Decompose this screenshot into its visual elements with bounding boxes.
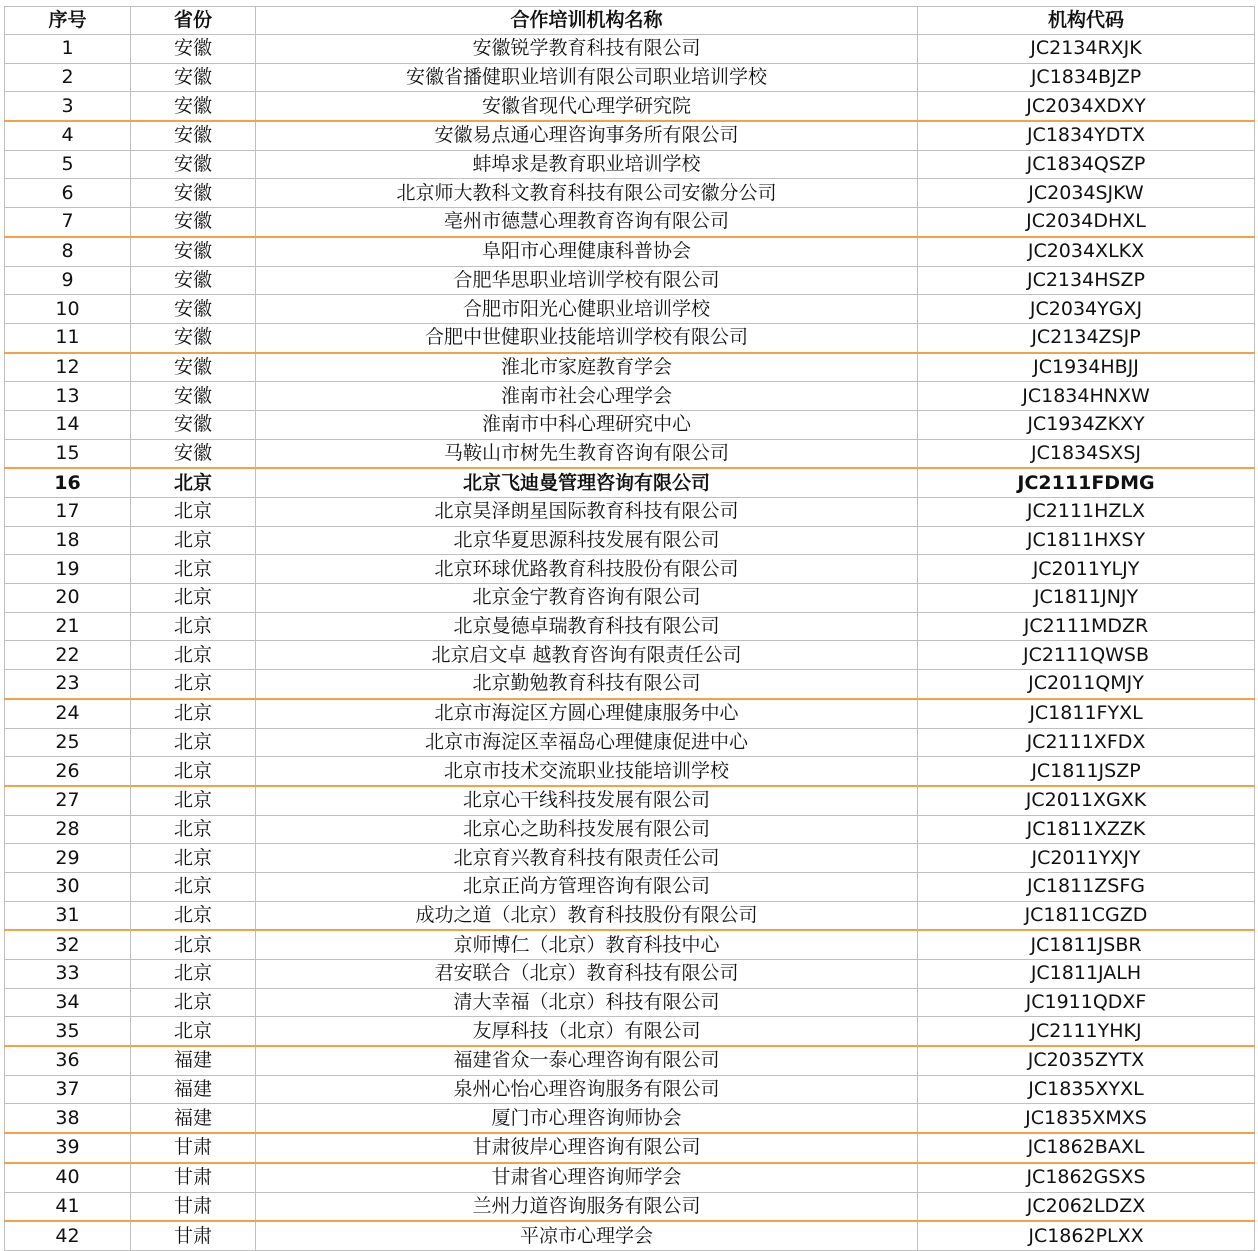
row-institution-name: 泉州心怡心理咨询服务有限公司 xyxy=(256,1075,918,1104)
header-institution-code: 机构代码 xyxy=(918,7,1255,35)
row-institution-code: JC1862GSXS xyxy=(918,1163,1255,1192)
row-number: 38 xyxy=(5,1104,131,1133)
row-institution-name: 北京华夏思源科技发展有限公司 xyxy=(256,526,918,555)
row-province: 甘肃 xyxy=(131,1163,256,1192)
table-row xyxy=(5,382,1255,411)
row-number: 42 xyxy=(5,1221,131,1250)
row-number: 6 xyxy=(5,179,131,208)
row-institution-code: JC2034YGXJ xyxy=(918,295,1255,324)
row-institution-code: JC1811HXSY xyxy=(918,526,1255,555)
row-number: 1 xyxy=(5,35,131,64)
row-number: 30 xyxy=(5,872,131,901)
row-institution-code: JC1834QSZP xyxy=(918,150,1255,179)
table-row xyxy=(5,930,1255,959)
row-institution-code: JC2111FDMG xyxy=(918,468,1255,497)
table-row xyxy=(5,121,1255,150)
row-province: 北京 xyxy=(131,584,256,613)
row-institution-name: 成功之道（北京）教育科技股份有限公司 xyxy=(256,901,918,930)
row-province: 北京 xyxy=(131,468,256,497)
table-row xyxy=(5,815,1255,844)
table-row xyxy=(5,641,1255,670)
row-number: 41 xyxy=(5,1192,131,1221)
row-province: 安徽 xyxy=(131,121,256,150)
table-row xyxy=(5,410,1255,439)
table-row xyxy=(5,237,1255,266)
row-number: 11 xyxy=(5,323,131,352)
row-institution-code: JC1834BJZP xyxy=(918,63,1255,92)
row-institution-name: 北京环球优路教育科技股份有限公司 xyxy=(256,555,918,584)
row-number: 39 xyxy=(5,1133,131,1163)
row-number: 10 xyxy=(5,295,131,324)
row-province: 北京 xyxy=(131,641,256,670)
row-institution-code: JC2111YHKJ xyxy=(918,1017,1255,1046)
row-institution-name: 北京飞迪曼管理咨询有限公司 xyxy=(256,468,918,497)
row-province: 安徽 xyxy=(131,266,256,295)
row-institution-name: 北京市海淀区幸福岛心理健康促进中心 xyxy=(256,728,918,757)
table-row xyxy=(5,844,1255,873)
partner-institutions-table xyxy=(4,6,1255,1251)
row-province: 北京 xyxy=(131,526,256,555)
row-number: 14 xyxy=(5,410,131,439)
row-institution-code: JC1911QDXF xyxy=(918,988,1255,1017)
table-row xyxy=(5,353,1255,382)
table-row xyxy=(5,728,1255,757)
row-institution-name: 北京正尚方管理咨询有限公司 xyxy=(256,872,918,901)
table-row xyxy=(5,960,1255,989)
row-institution-name: 北京勤勉教育科技有限公司 xyxy=(256,670,918,699)
table-row xyxy=(5,1017,1255,1046)
row-institution-code: JC2034DHXL xyxy=(918,208,1255,237)
row-institution-code: JC1811FYXL xyxy=(918,699,1255,728)
row-province: 甘肃 xyxy=(131,1192,256,1221)
table-row xyxy=(5,901,1255,930)
row-institution-code: JC1835XYXL xyxy=(918,1075,1255,1104)
row-institution-code: JC1862PLXX xyxy=(918,1221,1255,1250)
row-number: 34 xyxy=(5,988,131,1017)
row-province: 北京 xyxy=(131,612,256,641)
table-row xyxy=(5,323,1255,352)
header-no: 序号 xyxy=(5,7,131,35)
row-institution-name: 北京心干线科技发展有限公司 xyxy=(256,786,918,815)
row-institution-name: 甘肃彼岸心理咨询有限公司 xyxy=(256,1133,918,1163)
row-province: 甘肃 xyxy=(131,1133,256,1163)
row-number: 4 xyxy=(5,121,131,150)
row-institution-code: JC2111HZLX xyxy=(918,498,1255,527)
row-number: 31 xyxy=(5,901,131,930)
row-province: 安徽 xyxy=(131,63,256,92)
row-province: 甘肃 xyxy=(131,1221,256,1250)
row-institution-name: 安徽省现代心理学研究院 xyxy=(256,92,918,121)
row-institution-code: JC2062LDZX xyxy=(918,1192,1255,1221)
row-institution-name: 马鞍山市树先生教育咨询有限公司 xyxy=(256,439,918,468)
row-institution-code: JC1862BAXL xyxy=(918,1133,1255,1163)
row-institution-code: JC1811JALH xyxy=(918,960,1255,989)
table-row xyxy=(5,208,1255,237)
row-institution-name: 厦门市心理咨询师协会 xyxy=(256,1104,918,1133)
row-province: 安徽 xyxy=(131,323,256,352)
row-institution-code: JC1934HBJJ xyxy=(918,353,1255,382)
row-province: 北京 xyxy=(131,988,256,1017)
row-province: 安徽 xyxy=(131,410,256,439)
row-institution-code: JC2035ZYTX xyxy=(918,1046,1255,1075)
row-number: 36 xyxy=(5,1046,131,1075)
row-institution-name: 甘肃省心理咨询师学会 xyxy=(256,1163,918,1192)
row-institution-code: JC1934ZKXY xyxy=(918,410,1255,439)
table-row xyxy=(5,1192,1255,1221)
row-number: 16 xyxy=(5,468,131,497)
row-province: 安徽 xyxy=(131,35,256,64)
row-institution-code: JC1811CGZD xyxy=(918,901,1255,930)
table-row xyxy=(5,468,1255,497)
table-row xyxy=(5,988,1255,1017)
row-institution-code: JC2011QMJY xyxy=(918,670,1255,699)
row-institution-name: 京师博仁（北京）教育科技中心 xyxy=(256,930,918,959)
table-row xyxy=(5,1163,1255,1192)
row-institution-code: JC2011YLJY xyxy=(918,555,1255,584)
row-number: 22 xyxy=(5,641,131,670)
row-province: 北京 xyxy=(131,930,256,959)
table-row xyxy=(5,498,1255,527)
row-institution-name: 淮南市社会心理学会 xyxy=(256,382,918,411)
row-number: 12 xyxy=(5,353,131,382)
row-number: 18 xyxy=(5,526,131,555)
row-province: 安徽 xyxy=(131,353,256,382)
row-province: 北京 xyxy=(131,757,256,786)
row-institution-name: 北京启文卓 越教育咨询有限责任公司 xyxy=(256,641,918,670)
row-institution-code: JC1834SXSJ xyxy=(918,439,1255,468)
row-institution-code: JC1811JNJY xyxy=(918,584,1255,613)
row-institution-name: 清大幸福（北京）科技有限公司 xyxy=(256,988,918,1017)
table-row xyxy=(5,266,1255,295)
table-row xyxy=(5,612,1255,641)
table-row xyxy=(5,1104,1255,1133)
row-number: 33 xyxy=(5,960,131,989)
row-number: 28 xyxy=(5,815,131,844)
row-province: 安徽 xyxy=(131,179,256,208)
row-province: 安徽 xyxy=(131,150,256,179)
row-number: 17 xyxy=(5,498,131,527)
row-number: 21 xyxy=(5,612,131,641)
table-row xyxy=(5,150,1255,179)
row-institution-name: 合肥中世健职业技能培训学校有限公司 xyxy=(256,323,918,352)
row-province: 安徽 xyxy=(131,92,256,121)
row-institution-name: 北京市技术交流职业技能培训学校 xyxy=(256,757,918,786)
row-institution-name: 合肥华思职业培训学校有限公司 xyxy=(256,266,918,295)
table-row xyxy=(5,1133,1255,1163)
row-institution-name: 北京师大教科文教育科技有限公司安徽分公司 xyxy=(256,179,918,208)
row-province: 安徽 xyxy=(131,237,256,266)
header-row xyxy=(5,7,1255,35)
row-institution-code: JC2034SJKW xyxy=(918,179,1255,208)
row-number: 27 xyxy=(5,786,131,815)
row-institution-name: 平凉市心理学会 xyxy=(256,1221,918,1250)
row-institution-name: 蚌埠求是教育职业培训学校 xyxy=(256,150,918,179)
row-number: 9 xyxy=(5,266,131,295)
row-institution-name: 安徽易点通心理咨询事务所有限公司 xyxy=(256,121,918,150)
row-number: 32 xyxy=(5,930,131,959)
row-institution-name: 北京育兴教育科技有限责任公司 xyxy=(256,844,918,873)
row-institution-code: JC1834HNXW xyxy=(918,382,1255,411)
table-row xyxy=(5,1046,1255,1075)
row-number: 15 xyxy=(5,439,131,468)
row-institution-name: 君安联合（北京）教育科技有限公司 xyxy=(256,960,918,989)
row-number: 23 xyxy=(5,670,131,699)
table-row xyxy=(5,1221,1255,1250)
row-institution-code: JC1811JSZP xyxy=(918,757,1255,786)
row-province: 安徽 xyxy=(131,382,256,411)
row-province: 北京 xyxy=(131,498,256,527)
table-row xyxy=(5,555,1255,584)
table-row xyxy=(5,179,1255,208)
row-institution-name: 北京昊泽朗星国际教育科技有限公司 xyxy=(256,498,918,527)
table-row xyxy=(5,699,1255,728)
row-institution-name: 北京金宁教育咨询有限公司 xyxy=(256,584,918,613)
row-number: 3 xyxy=(5,92,131,121)
table-row xyxy=(5,786,1255,815)
row-number: 37 xyxy=(5,1075,131,1104)
row-institution-code: JC2111QWSB xyxy=(918,641,1255,670)
row-number: 24 xyxy=(5,699,131,728)
row-institution-code: JC2111MDZR xyxy=(918,612,1255,641)
row-number: 29 xyxy=(5,844,131,873)
row-institution-code: JC1834YDTX xyxy=(918,121,1255,150)
row-institution-code: JC1811XZZK xyxy=(918,815,1255,844)
row-province: 北京 xyxy=(131,901,256,930)
row-institution-name: 北京心之助科技发展有限公司 xyxy=(256,815,918,844)
row-institution-name: 亳州市德慧心理教育咨询有限公司 xyxy=(256,208,918,237)
row-institution-name: 北京曼德卓瑞教育科技有限公司 xyxy=(256,612,918,641)
row-number: 13 xyxy=(5,382,131,411)
header-institution-name: 合作培训机构名称 xyxy=(256,7,918,35)
row-province: 福建 xyxy=(131,1075,256,1104)
row-number: 2 xyxy=(5,63,131,92)
row-number: 19 xyxy=(5,555,131,584)
row-institution-name: 友厚科技（北京）有限公司 xyxy=(256,1017,918,1046)
row-institution-name: 淮北市家庭教育学会 xyxy=(256,353,918,382)
row-province: 北京 xyxy=(131,786,256,815)
table-row xyxy=(5,526,1255,555)
table-row xyxy=(5,35,1255,64)
row-province: 福建 xyxy=(131,1104,256,1133)
row-province: 北京 xyxy=(131,960,256,989)
row-institution-name: 福建省众一泰心理咨询有限公司 xyxy=(256,1046,918,1075)
row-province: 北京 xyxy=(131,1017,256,1046)
row-institution-code: JC1835XMXS xyxy=(918,1104,1255,1133)
table-row xyxy=(5,757,1255,786)
row-number: 8 xyxy=(5,237,131,266)
row-province: 安徽 xyxy=(131,439,256,468)
table-row xyxy=(5,1075,1255,1104)
row-institution-name: 阜阳市心理健康科普协会 xyxy=(256,237,918,266)
row-institution-code: JC2011XGXK xyxy=(918,786,1255,815)
row-number: 20 xyxy=(5,584,131,613)
row-institution-code: JC2034XDXY xyxy=(918,92,1255,121)
row-institution-code: JC2134HSZP xyxy=(918,266,1255,295)
row-institution-code: JC2111XFDX xyxy=(918,728,1255,757)
row-number: 26 xyxy=(5,757,131,786)
table-row xyxy=(5,670,1255,699)
row-number: 25 xyxy=(5,728,131,757)
header-province: 省份 xyxy=(131,7,256,35)
row-number: 40 xyxy=(5,1163,131,1192)
row-province: 北京 xyxy=(131,728,256,757)
table-row xyxy=(5,584,1255,613)
table-row xyxy=(5,92,1255,121)
row-province: 北京 xyxy=(131,815,256,844)
row-institution-code: JC1811JSBR xyxy=(918,930,1255,959)
row-province: 北京 xyxy=(131,699,256,728)
row-province: 北京 xyxy=(131,670,256,699)
row-province: 福建 xyxy=(131,1046,256,1075)
row-institution-code: JC2134RXJK xyxy=(918,35,1255,64)
row-province: 北京 xyxy=(131,844,256,873)
row-institution-name: 北京市海淀区方圆心理健康服务中心 xyxy=(256,699,918,728)
row-province: 安徽 xyxy=(131,208,256,237)
row-institution-name: 安徽锐学教育科技有限公司 xyxy=(256,35,918,64)
row-institution-name: 淮南市中科心理研究中心 xyxy=(256,410,918,439)
table-row xyxy=(5,439,1255,468)
row-province: 北京 xyxy=(131,555,256,584)
row-institution-name: 安徽省播健职业培训有限公司职业培训学校 xyxy=(256,63,918,92)
row-institution-code: JC2011YXJY xyxy=(918,844,1255,873)
row-province: 北京 xyxy=(131,872,256,901)
table-row xyxy=(5,63,1255,92)
row-institution-code: JC2134ZSJP xyxy=(918,323,1255,352)
table-row xyxy=(5,872,1255,901)
row-number: 5 xyxy=(5,150,131,179)
row-province: 安徽 xyxy=(131,295,256,324)
row-number: 35 xyxy=(5,1017,131,1046)
row-number: 7 xyxy=(5,208,131,237)
row-institution-code: JC2034XLKX xyxy=(918,237,1255,266)
row-institution-code: JC1811ZSFG xyxy=(918,872,1255,901)
row-institution-name: 合肥市阳光心健职业培训学校 xyxy=(256,295,918,324)
row-institution-name: 兰州力道咨询服务有限公司 xyxy=(256,1192,918,1221)
table-row xyxy=(5,295,1255,324)
